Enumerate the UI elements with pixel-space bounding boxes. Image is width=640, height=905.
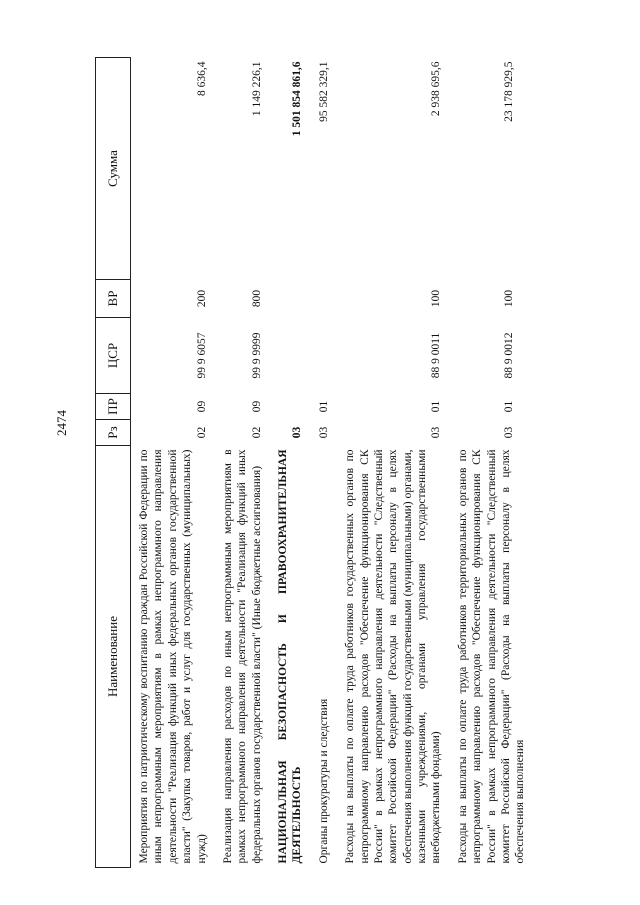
table-row — [450, 58, 523, 868]
row-vr: 200 — [195, 289, 208, 308]
row-pr: 01 — [317, 400, 330, 413]
row-csr: 88 9 0012 — [503, 332, 516, 379]
table-row — [311, 58, 337, 868]
row-pr: 01 — [430, 400, 443, 413]
col-header-csr: ЦСР — [96, 318, 131, 394]
row-csr: 99 9 9999 — [250, 332, 263, 379]
row-rz: 02 — [195, 426, 208, 439]
row-name: Реализация направления расходов по иным непрограммным мероприятиям в рамках непрограммного направления деятельности "Реализация функций иных федеральных органов государственной власти" (Иные бюджетные ассигнования) — [221, 449, 263, 864]
row-csr — [270, 318, 311, 394]
row-sum: 95 582 329,1 — [317, 61, 330, 122]
row-sum: 8 636,4 — [195, 61, 208, 96]
row-pr: 01 — [503, 400, 516, 413]
table-row — [270, 58, 311, 868]
budget-table — [95, 57, 527, 868]
row-vr: 100 — [430, 289, 443, 308]
row-name: НАЦИОНАЛЬНАЯ БЕЗОПАСНОСТЬ И ПРАВООХРАНИТЕЛЬНАЯ ДЕЯТЕЛЬНОСТЬ — [277, 449, 304, 864]
col-header-name: Наименование — [96, 446, 131, 868]
row-name: Органы прокуратуры и следствия — [317, 698, 330, 864]
row-pr: 09 — [250, 400, 263, 413]
row-name: Мероприятия по патриотическому воспитанию граждан Российской Федерации по иным непрограммным мероприятиям в рамках непрограммного направления деятельности "Реализация функций иных федеральных органов государственной власти" (Закупка товаров, работ и услуг для государственных (муниципальных) нужд) — [138, 449, 208, 864]
row-vr: 100 — [503, 289, 516, 308]
row-rz: 03 — [430, 426, 443, 439]
col-header-vr: ВР — [96, 280, 131, 318]
col-header-rz: Рз — [96, 420, 131, 446]
row-rz: 03 — [317, 426, 330, 439]
row-rz: 03 — [291, 426, 304, 439]
row-csr: 99 9 6057 — [195, 332, 208, 379]
row-rz: 03 — [503, 426, 516, 439]
row-sum: 1 501 854 861,6 — [291, 61, 304, 137]
row-pr — [270, 394, 311, 420]
row-pr: 09 — [195, 400, 208, 413]
rotated-table-wrapper — [95, 58, 595, 868]
table-row — [337, 58, 450, 868]
row-vr — [270, 280, 311, 318]
row-sum: 2 938 695,6 — [430, 61, 443, 117]
row-sum: 1 149 226,1 — [250, 61, 263, 117]
row-vr — [311, 280, 337, 318]
row-name: Расходы на выплаты по оплате труда работников государственных органов по непрограммному направлению расходов "Обеспечение функционирования СК России" в рамках непрограммного направления деятельности "Следственный комитет Российской Федерации" (Расходы на выплаты персоналу в целях обеспечения выполнения функций государственными (муниципальными) органами, казенными учреждениями, органами управления государственными внебюджетными фондами) — [344, 449, 443, 864]
row-sum: 23 178 929,5 — [503, 61, 516, 122]
page-number: 2474 — [54, 410, 69, 436]
table-header-row — [96, 58, 131, 868]
row-vr: 800 — [250, 289, 263, 308]
col-header-sum: Сумма — [96, 58, 131, 280]
row-rz: 02 — [250, 426, 263, 439]
row-csr: 88 9 0011 — [430, 332, 443, 379]
row-name: Расходы на выплаты по оплате труда работников территориальных органов по непрограммному направлению расходов "Обеспечение функционирования СК России" в рамках непрограммного направления деятельности "Следственный комитет Российской Федерации" (Расходы на выплаты персоналу в целях обеспечения выполнения — [456, 449, 527, 864]
table-row — [215, 58, 270, 868]
row-csr — [311, 318, 337, 394]
table-row — [131, 58, 215, 868]
col-header-pr: ПР — [96, 394, 131, 420]
